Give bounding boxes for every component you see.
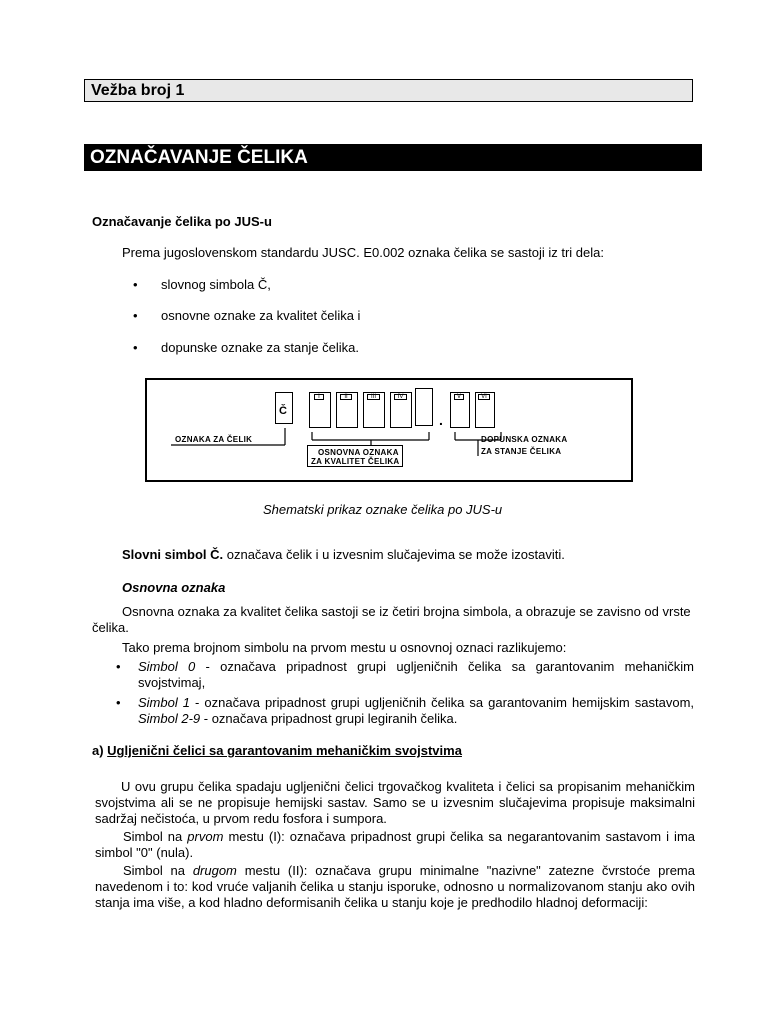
slovni-simbol-term: Slovni simbol Č. [122, 547, 224, 562]
section-a-paragraph-1: U ovu grupu čelika spadaju ugljenični čelici trgovačkog kvaliteta i čelici sa propisanim mehaničkim svojstvima ali se ne propisuje hemijski sastav. Samo se u izvesnim slučajevima propisuje maksimalni sadržaj nečistoća, u prvom redu fosfora i sumpora. [95, 779, 695, 826]
simbol-2-9-term: Simbol 2-9 [138, 711, 201, 726]
mark-label: V [454, 394, 464, 400]
osnovna-oznaka-box [307, 445, 403, 467]
label-oznaka-za-celik: OZNAKA ZA ČELIK [175, 435, 253, 444]
bullet-item [133, 308, 360, 324]
label-osnovna-1: OSNOVNA OZNAKA [318, 448, 399, 457]
intro-paragraph: Prema jugoslovenskom standardu JUSC. E0.002 oznaka čelika se sastoji iz tri dela: [122, 245, 604, 260]
bullet-icon: • [133, 308, 138, 323]
bullet-icon: • [133, 277, 138, 292]
bullet-item [133, 340, 359, 356]
simbol-list-item: • [116, 695, 121, 710]
osnovna-paragraph-2: Tako prema brojnom simbolu na prvom mestu u osnovnoj oznaci razlikujemo: [122, 640, 567, 655]
para-a3-italic: drugom [192, 863, 237, 878]
section-a-paragraph-2 [95, 829, 695, 861]
para-a3-end: mestu (II): označava grupu minimalne "nazivne" zatezne čvrstoće prema navedenom i to: kod vruće valjanih čelika u stanju isporuke, odnosno u normalizovanom stanju ako ovih stanja ima više, a kod hladno deformisanih čelika u stanju koje je predhodilo hladnoj deformaciji: [95, 863, 695, 910]
mark-label: II [340, 394, 352, 400]
diagram-caption: Shematski prikaz oznake čelika po JUS-u [263, 502, 503, 517]
steel-designation-diagram [145, 378, 633, 482]
slovni-simbol-text: označava čelik i u izvesnim slučajevima se može izostaviti. [223, 547, 565, 562]
bullet-text: dopunske oznake za stanje čelika. [161, 340, 360, 355]
osnovna-oznaka-heading: Osnovna oznaka [122, 580, 226, 595]
para-a3-start: Simbol na [123, 863, 193, 878]
label-osnovna-2: ZA KVALITET ČELIKA [311, 457, 400, 466]
para-a2-end: mestu (I): označava pripadnost grupi čelika sa negarantovanim sastavom i ima simbol "0" (nula). [95, 829, 695, 860]
exercise-label: Vežba broj 1 [84, 79, 693, 102]
simbol-0-text [138, 659, 694, 691]
simbol-1-term: Simbol 1 [138, 695, 190, 710]
section-a-heading [92, 743, 462, 759]
simbol-1-text [138, 695, 694, 727]
mark-label: I [314, 394, 324, 400]
bullet-text: osnovne oznake za kvalitet čelika i [161, 308, 361, 323]
bullet-item [133, 277, 271, 293]
section-a-prefix: a) [92, 743, 108, 758]
symbol-letter: Č [279, 405, 287, 417]
section-a-paragraph-3 [95, 863, 695, 911]
mark-label: VI [478, 394, 490, 400]
simbol-0-term: Simbol 0 [138, 659, 196, 674]
para-a2-start: Simbol na [123, 829, 188, 844]
label-dopunska-2: ZA STANJE ČELIKA [481, 447, 562, 456]
label-dopunska-1: DOPUNSKA OZNAKA [481, 435, 568, 444]
para-a2-italic: prvom [187, 829, 224, 844]
osnovna-paragraph-1: Osnovna oznaka za kvalitet čelika sastoji se iz četiri brojna simbola, a obrazuje se zavisno od vrste čelika. [92, 604, 691, 635]
section-heading: Označavanje čelika po JUS-u [92, 214, 272, 229]
bullet-text: slovnog simbola Č, [161, 277, 271, 292]
simbol-list-item: • [116, 659, 121, 674]
simbol-2-9-desc: - označava pripadnost grupi legiranih čelika. [200, 711, 458, 726]
mark-label: III [367, 394, 380, 400]
mark-label: IV [394, 394, 407, 400]
simbol-1-desc: - označava pripadnost grupi ugljeničnih čelika sa garantovanim hemijskim sastavom, [190, 695, 695, 710]
bullet-icon: • [133, 340, 138, 355]
digit-box-5 [415, 388, 433, 426]
symbol-box-c [275, 392, 293, 424]
separator-dot: . [439, 412, 443, 428]
section-a-title: Ugljenični čelici sa garantovanim mehaničkim svojstvima [107, 743, 462, 758]
slovni-simbol-paragraph [122, 547, 565, 563]
simbol-0-desc: - označava pripadnost grupi ugljeničnih čelika sa garantovanim mehaničkim svojstvimaj, [138, 659, 695, 690]
page-title: OZNAČAVANJE ČELIKA [84, 144, 702, 171]
